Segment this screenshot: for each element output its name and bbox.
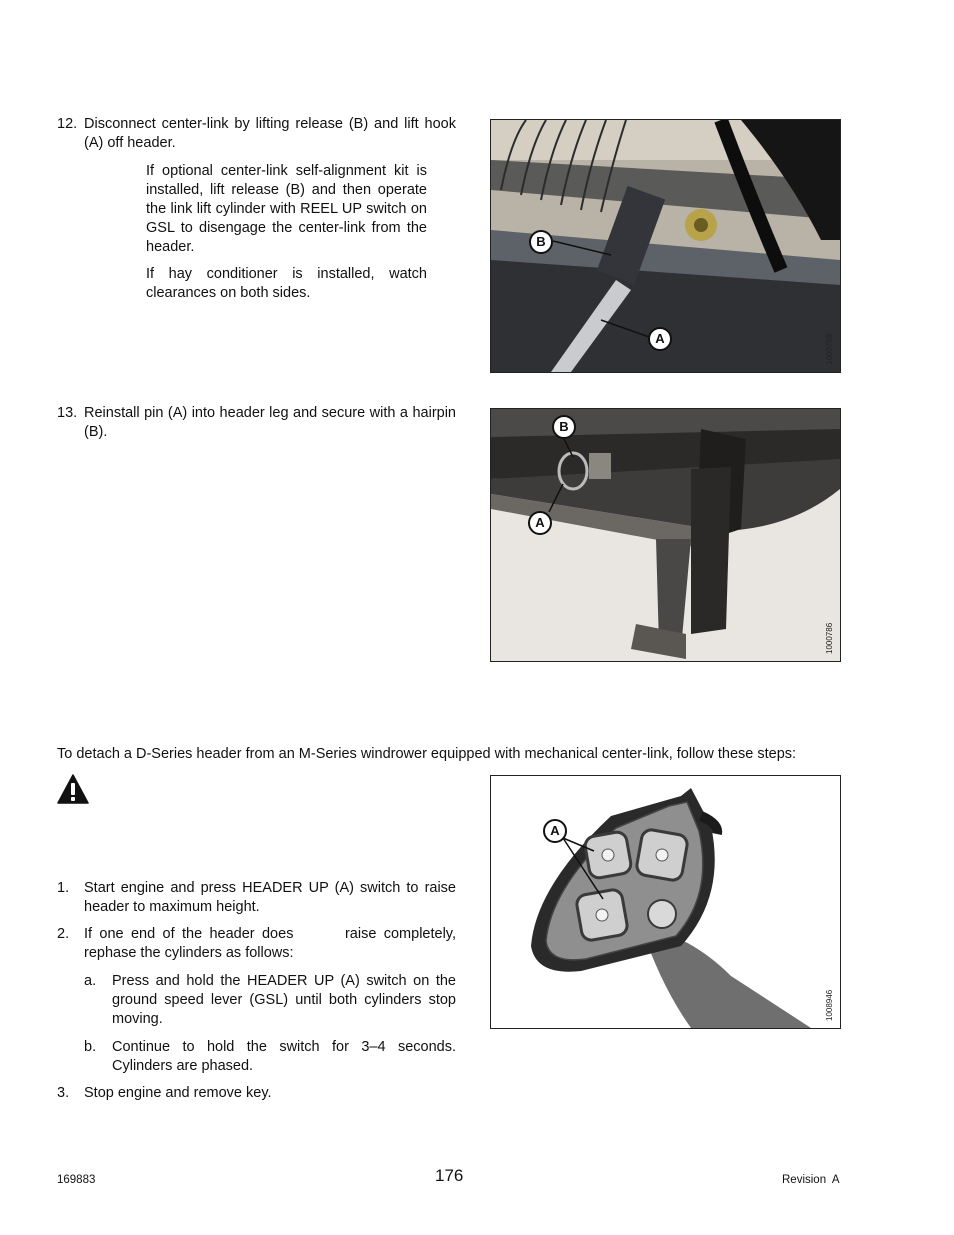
step-text: Reinstall pin (A) into header leg and secure with a hairpin (B). xyxy=(84,405,456,440)
callout-b: B xyxy=(552,415,576,439)
substep-text: Continue to hold the switch for 3–4 seconds. Cylinders are phased. xyxy=(112,1039,456,1074)
header-leg-photo xyxy=(491,409,840,661)
callout-a: A xyxy=(543,819,567,843)
revision-label: Revision A xyxy=(782,1174,840,1186)
step-number: 12. xyxy=(57,116,78,132)
intro-paragraph: To detach a D-Series header from an M-Series windrower equipped with mechanical center-link, follow these steps: xyxy=(57,746,797,762)
figure-id: 1000786 xyxy=(825,622,834,654)
document-number: 169883 xyxy=(57,1174,96,1186)
step-12 xyxy=(57,115,456,153)
figure-id: 1008946 xyxy=(825,989,834,1021)
substep-letter: b. xyxy=(84,1039,97,1055)
step-1 xyxy=(57,879,456,917)
gsl-handle-illustration xyxy=(491,776,840,1028)
step-text: Stop engine and remove key. xyxy=(84,1085,272,1101)
substep-a xyxy=(84,972,456,1029)
figure-center-link-release xyxy=(490,119,841,373)
step-3 xyxy=(57,1084,456,1103)
callout-a: A xyxy=(648,327,672,351)
page-number: 176 xyxy=(435,1166,464,1185)
step-13 xyxy=(57,404,456,442)
callout-a: A xyxy=(528,511,552,535)
figure-id: 1000758 xyxy=(825,333,834,365)
substep-b xyxy=(84,1038,456,1076)
step-text: Start engine and press HEADER UP (A) switch to raise header to maximum height. xyxy=(84,880,456,915)
note-hay-conditioner: If hay conditioner is installed, watch clearances on both sides. xyxy=(146,266,427,301)
note-self-alignment: If optional center-link self-alignment kit is installed, lift release (B) and then operate the link lift cylinder with REEL UP switch on GSL to disengage the center-link from the header. xyxy=(146,163,427,255)
substep-letter: a. xyxy=(84,973,97,989)
warning-triangle-icon xyxy=(57,774,89,804)
step-text: If one end of the header does raise completely, rephase the cylinders as follows: xyxy=(84,926,461,961)
step-number: 1. xyxy=(57,880,70,896)
step-text: Disconnect center-link by lifting release (B) and lift hook (A) off header. xyxy=(84,116,456,151)
step-number: 2. xyxy=(57,926,70,942)
step-2 xyxy=(57,925,461,963)
substep-text: Press and hold the HEADER UP (A) switch on the ground speed lever (GSL) until both cylinders stop moving. xyxy=(112,973,456,1027)
callout-b: B xyxy=(529,230,553,254)
figure-gsl-header-up-switch xyxy=(490,775,841,1029)
step-number: 3. xyxy=(57,1085,70,1101)
step-number: 13. xyxy=(57,405,78,421)
figure-header-leg-pin xyxy=(490,408,841,662)
